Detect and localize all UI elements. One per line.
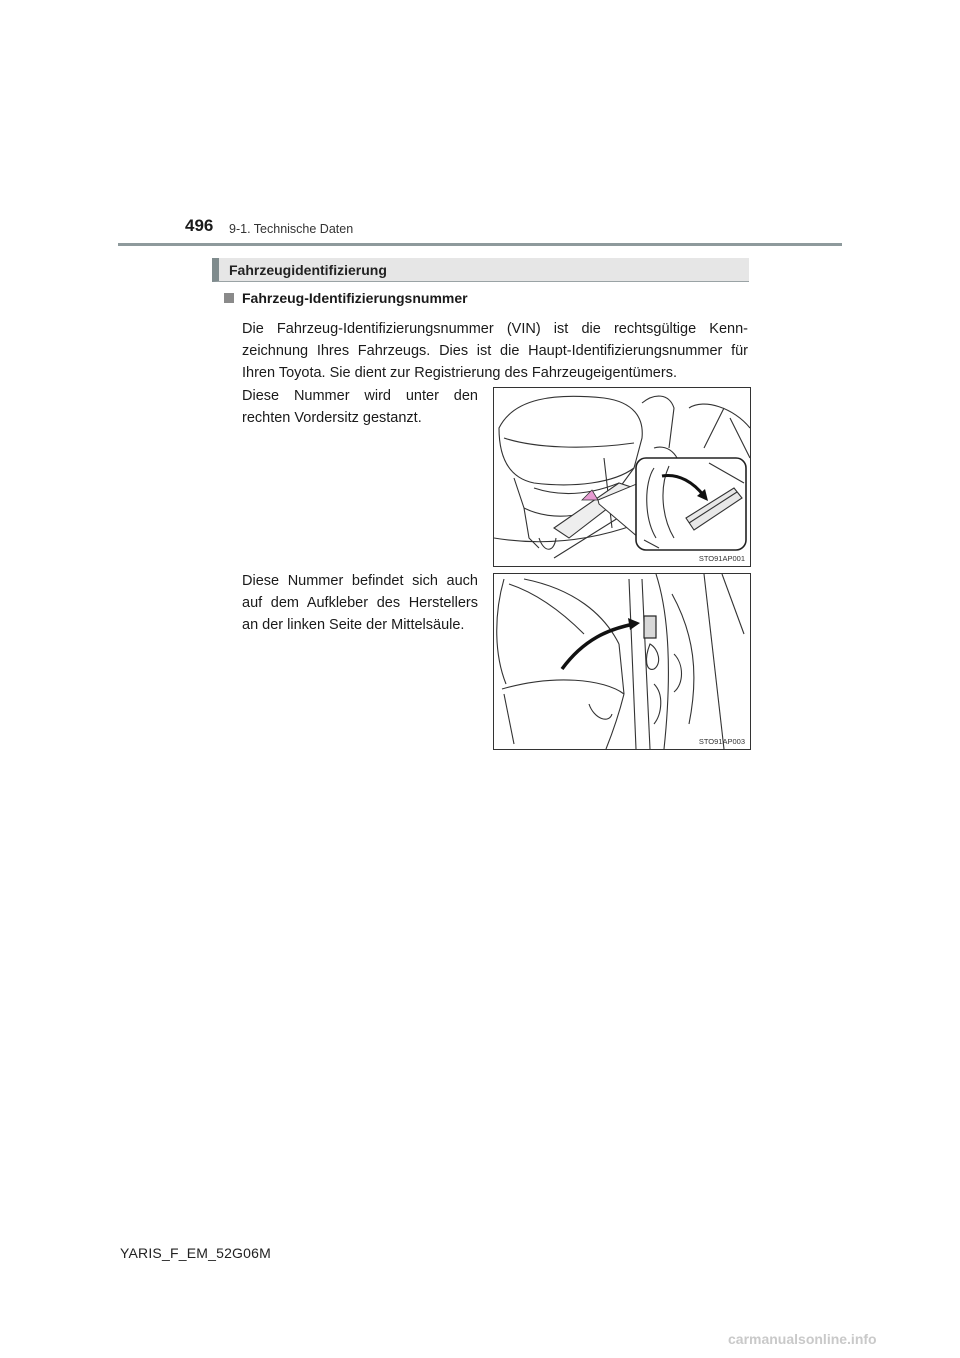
section-title: Fahrzeugidentifizierung [229, 262, 387, 278]
figure-code: STO91AP001 [698, 554, 745, 563]
chapter-title: 9-1. Technische Daten [229, 222, 354, 236]
section-heading-bar [212, 258, 749, 282]
square-bullet-icon [224, 293, 234, 303]
header-divider [118, 243, 842, 246]
page-number: 496 [185, 216, 214, 235]
subheading-text: Fahrzeug-Identifizierungsnummer [242, 290, 468, 306]
watermark: carmanualsonline.info [728, 1331, 877, 1347]
figure-vin-center-pillar [493, 573, 751, 750]
document-id: YARIS_F_EM_52G06M [120, 1245, 271, 1261]
figure-code: STO91AP003 [698, 737, 745, 746]
vin-description: Die Fahrzeug-Identifizierungsnummer (VIN) ist die rechtsgültige Kenn-zeichnung Ihres Fahrzeugs. Dies ist die Haupt-Identifizierungsnummer für Ihren Toyota. Sie dient zur Registrierung des Fahrzeugeigentümers. [242, 321, 748, 381]
arrow-icon [562, 624, 634, 669]
figure-vin-under-seat [493, 387, 751, 567]
subheading [224, 290, 468, 306]
vin-location-seat: Diese Nummer wird unter den rechten Vordersitz gestanzt. [242, 388, 478, 426]
vin-marker-icon [582, 490, 598, 500]
seat-illustration [494, 388, 750, 566]
manufacturer-label [644, 616, 656, 638]
vin-location-pillar: Diese Nummer befindet sich auch auf dem Aufkleber des Herstellers an der linken Seite der Mittelsäule. [242, 573, 478, 633]
pillar-illustration [494, 574, 750, 749]
